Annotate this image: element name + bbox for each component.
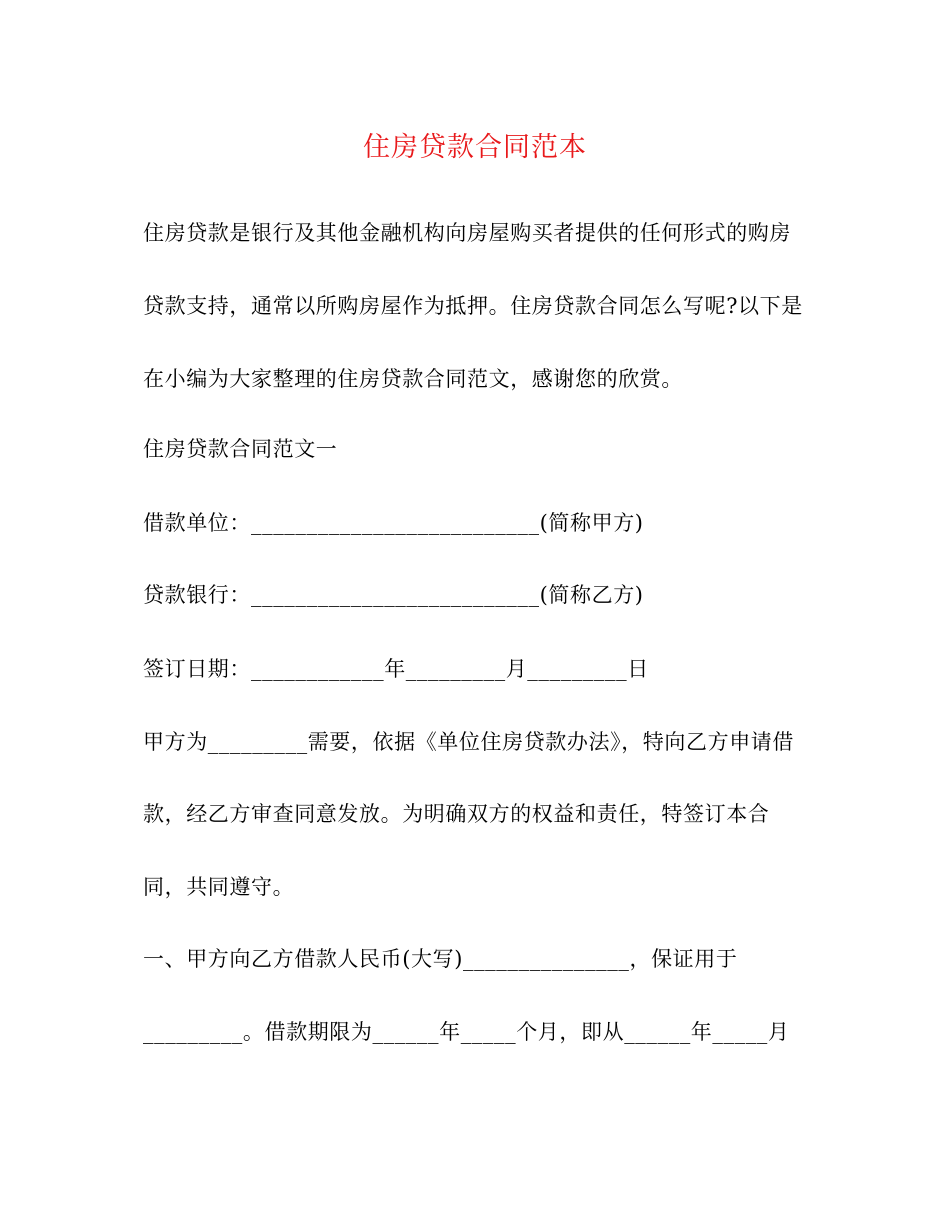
signing-date-field: 签订日期：____________年_________月_________日 xyxy=(143,657,649,681)
clause-1-line-2: _________。借款期限为______年_____个月，即从______年_____月 xyxy=(143,1020,790,1044)
intro-paragraph-line-3: 在小编为大家整理的住房贷款合同范文，感谢您的欣赏。 xyxy=(143,367,683,391)
clause-1-line-1: 一、甲方向乙方借款人民币(大写)_______________，保证用于 xyxy=(143,947,738,971)
document-title: 住房贷款合同范本 xyxy=(363,132,587,163)
body-paragraph-line-3: 同，共同遵守。 xyxy=(143,875,295,899)
intro-paragraph-line-2: 贷款支持，通常以所购房屋作为抵押。住房贷款合同怎么写呢?以下是 xyxy=(143,294,803,318)
body-paragraph-line-1: 甲方为_________需要，依据《单位住房贷款办法》，特向乙方申请借 xyxy=(143,730,794,754)
intro-paragraph-line-1: 住房贷款是银行及其他金融机构向房屋购买者提供的任何形式的购房 xyxy=(143,221,791,245)
section-heading: 住房贷款合同范文一 xyxy=(143,437,338,461)
borrower-field: 借款单位：__________________________(简称甲方) xyxy=(143,511,644,535)
body-paragraph-line-2: 款，经乙方审查同意发放。为明确双方的权益和责任，特签订本合 xyxy=(143,802,770,826)
lender-field: 贷款银行：__________________________(简称乙方) xyxy=(143,583,644,607)
